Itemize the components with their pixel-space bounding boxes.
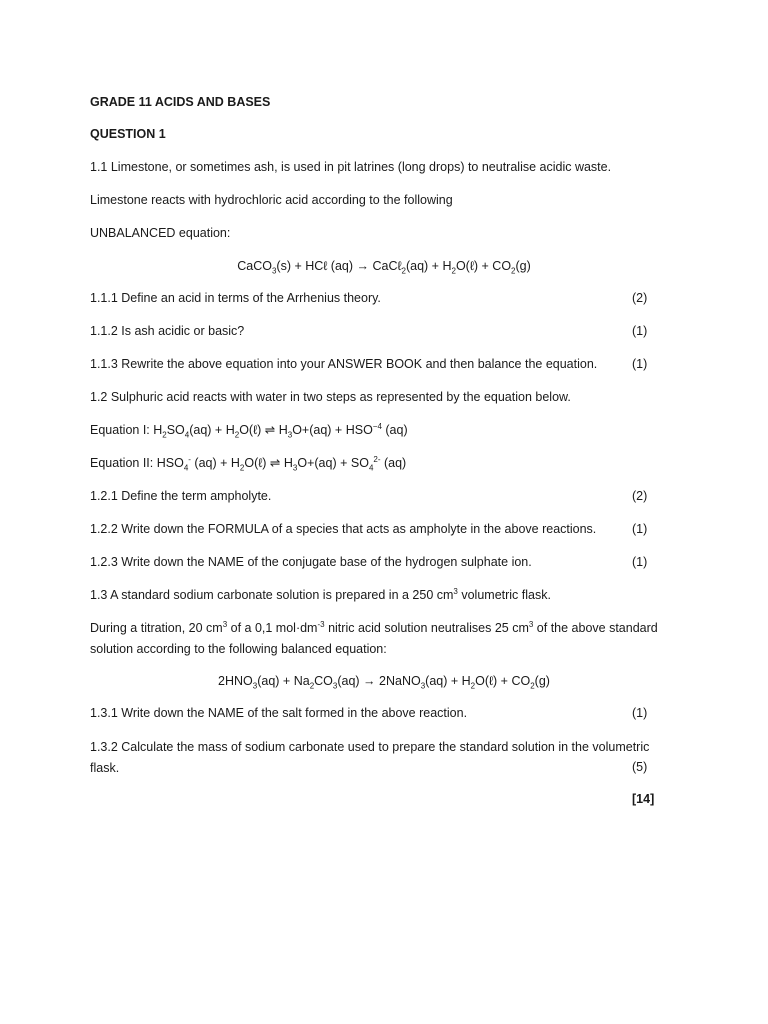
question-1-3-2: 1.3.2 Calculate the mass of sodium carbonate used to prepare the standard solution in the volumetric flask.: [90, 740, 650, 775]
marks-1-3-1: (1): [632, 706, 648, 720]
question-1-2-1: 1.2.1 Define the term ampholyte.: [90, 489, 272, 503]
question-1-2-intro: 1.2 Sulphuric acid reacts with water in two steps as represented by the equation below.: [90, 390, 571, 404]
question-1-2-2: 1.2.2 Write down the FORMULA of a species that acts as ampholyte in the above reactions.: [90, 522, 597, 536]
marks-1-2-1: (2): [632, 489, 648, 503]
equation-1: Equation I: $H_2SO_4(aq)$ + $H_2O(\ell)$ ⇌ $H_3O+(aq) + HSO^{-4}$ (aq): [90, 421, 408, 440]
marks-1-1-3: (1): [632, 357, 648, 371]
question-1-1-intro: 1.1 Limestone, or sometimes ash, is used in pit latrines (long drops) to neutralise acidic waste.: [90, 160, 612, 174]
question-1-1-unbalanced-label: UNBALANCED equation:: [90, 226, 231, 240]
page-title: GRADE 11 ACIDS AND BASES: [90, 95, 271, 109]
question-1-1-3: 1.1.3 Rewrite the above equation into your ANSWER BOOK and then balance the equation.: [90, 357, 598, 371]
question-1-3-1: 1.3.1 Write down the NAME of the salt formed in the above reaction.: [90, 706, 468, 720]
total-marks: [14]: [632, 792, 655, 806]
balanced-equation: $2HNO_3(aq) + Na_2CO_3(aq)$ → 2NaNO$_3$(aq) + $H_2O(\ell) + CO_2(g)$: [218, 674, 550, 691]
question-1-3-intro: 1.3 A standard sodium carbonate solution is prepared in a 250 $cm^3$ volumetric flask.: [90, 586, 551, 602]
titration-paragraph: During a titration, 20 $cm^3$ of a 0,1 $mol\cdot dm^{-3}$ nitric acid solution neutralises 25 $cm^3$ of the above standard solution according to the following balanced equation:: [90, 619, 658, 656]
marks-1-2-2: (1): [632, 522, 648, 536]
equation-2: Equation II: $HSO_4^-$ $(aq) + H_2O(\ell)$ ⇌ $H_3O+(aq) + SO_4^{2-}$ (aq): [90, 454, 407, 473]
marks-1-1-1: (2): [632, 291, 648, 305]
marks-1-2-3: (1): [632, 555, 648, 569]
question-1-1-reacts: Limestone reacts with hydrochloric acid according to the following: [90, 193, 453, 207]
marks-1-1-2: (1): [632, 324, 648, 338]
question-1-2-3: 1.2.3 Write down the NAME of the conjugate base of the hydrogen sulphate ion.: [90, 555, 532, 569]
question-1-1-1: 1.1.1 Define an acid in terms of the Arrhenius theory.: [90, 291, 381, 305]
question-1-1-2: 1.1.2 Is ash acidic or basic?: [90, 324, 245, 338]
unbalanced-equation: CaCO$_3$(s) + HCℓ (aq) → CaCℓ$_2$(aq) + $H_2O(\ell) + CO_2(g)$: [237, 259, 531, 276]
marks-1-3-2: (5): [632, 760, 648, 774]
question-heading: QUESTION 1: [90, 127, 166, 141]
